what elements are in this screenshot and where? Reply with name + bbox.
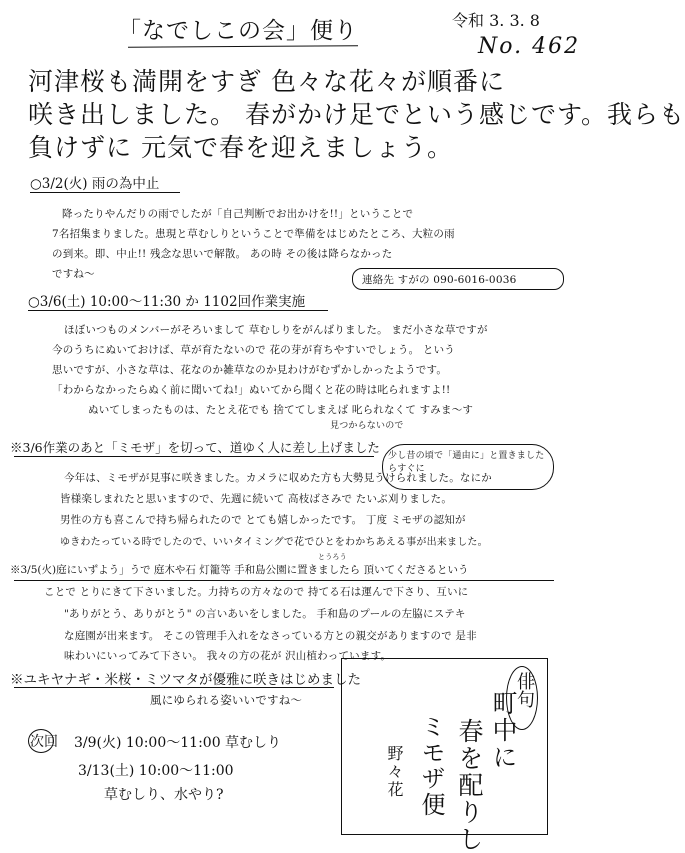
section-4-line-1: ことで とりにきて下さいました。力持ちの方々なので 持てる石は運んで下さり、互いに [44,586,469,598]
section-3-line-2: 皆様楽しまれたと思いますので、先週に続いて 高枝ばさみで たいぶ刈りました。 [60,493,453,505]
section-1-line-4: ですね〜 [52,268,95,280]
section-1-heading: ○3/2(火) 雨の為中止 [30,176,160,192]
section-2-line-1: ほぼいつものメンバーがそろいまして 草むしりをがんばりました。 まだ小さな草ですが [64,324,488,336]
section-5-heading: ※ユキヤナギ・米桜・ミツマタが優雅に咲きはじめました [10,672,361,688]
section-4-line-3: な庭園が出来ます。 そこの管理手入れをなさっている方との親交がありますので 是非 [64,630,477,642]
section-2-underline [28,310,328,311]
issue-date: 令和 3. 3. 8 [452,11,540,30]
haiku-author: 野々花 [385,745,404,799]
section-4-underline [14,580,554,581]
section-4-furigana: とうろう [318,553,347,561]
contact-phone: 連絡先 すがの 090-6016-0036 [362,274,517,286]
section-1-line-3: の到来。即、中止!! 残念な思いで解散。 あの時 その後は降らなかった [52,248,393,260]
section-3-line-1: 今年は、ミモザが見事に咲きました。カメラに収めた方も大勢見うけられました。なにか [64,472,492,484]
intro-line-3: 負けずに 元気で春を迎えましょう。 [28,133,453,162]
section-3-underline [14,456,374,457]
newsletter-title: 「なでしこの会」便り [118,18,358,44]
next-label: 次回 [30,734,58,750]
issue-number: No. 462 [478,34,581,59]
section-2-line-2: 今のうちにぬいておけば、草が育たないので 花の芽が育ちやすいでしょう。 という [52,344,455,356]
haiku-label: 俳句 [514,672,535,708]
next-schedule-1: 3/9(火) 10:00〜11:00 草むしり [74,735,282,751]
section-2-line-3: 思いですが、小さな草は、花なのか雑草なのか見わけがむずかしかったようです。 [52,364,448,376]
section-3-annotation: 少し昔の頃で「通由に」と置きましたらすぐに [388,451,545,474]
title-underline [128,45,358,48]
haiku-line-3: ミモザ便 [417,714,445,818]
intro-line-1: 河津桜も満開をすぎ 色々な花々が順番に [28,67,505,96]
section-3-line-4: ゆきわたっている時でしたので、いいタイミングで花でひとをわかちあえる事が出来ました。 [60,537,488,548]
section-1-line-2: 7名招集まりました。患現と草むしりということで準備をはじめたところ、大粒の雨 [52,228,455,240]
section-3-heading: ※3/6作業のあと「ミモザ」を切って、道ゆく人に差し上げました [10,440,380,455]
next-schedule-3: 草むしり、水やり? [104,787,224,803]
section-2-line-5: ぬいてしまったものは、たとえ花でも 捨ててしまえば 叱られなくて すみま〜す [88,404,474,416]
section-1-line-1: 降ったりやんだりの雨でしたが「自己判断でお出かけを!!」ということで [62,208,414,220]
next-schedule-2: 3/13(土) 10:00〜11:00 [78,763,234,779]
section-5-line: 風にゆられる姿いいですね〜 [150,693,303,707]
section-2-line-4: 「わからなかったらぬく前に聞いてね!」ぬいてから聞くと花の時は叱られますよ!! [52,384,451,396]
section-5-underline [14,687,334,688]
section-4-line-2: "ありがとう、ありがとう" の言いあいをしました。 手和島のプールの左脇にステキ [64,608,466,620]
section-2-aside: 見つからないので [330,421,404,431]
section-2-heading: ○3/6(土) 10:00〜11:30 か 1102回作業実施 [28,294,306,310]
section-1-underline [30,192,180,193]
haiku-line-1: 町中に [489,690,518,771]
section-4-heading: ※3/5(火)庭にいずよう」うで 庭木や石 灯籠等 手和島公園に置きましたら 頂いてくださるという [10,564,469,576]
intro-line-2: 咲き出しました。 春がかけ足でという感じです。我らも [28,100,685,129]
haiku-line-2: 春を配りし [455,718,484,853]
section-4-line-4: 味わいにいってみて下さい。 我々の方の花が 沢山植わっています。 [64,650,392,662]
section-3-line-3: 男性の方も喜こんで持ち帰られたので とても嬉しかったです。 丁度 ミモザの認知が [60,514,466,526]
